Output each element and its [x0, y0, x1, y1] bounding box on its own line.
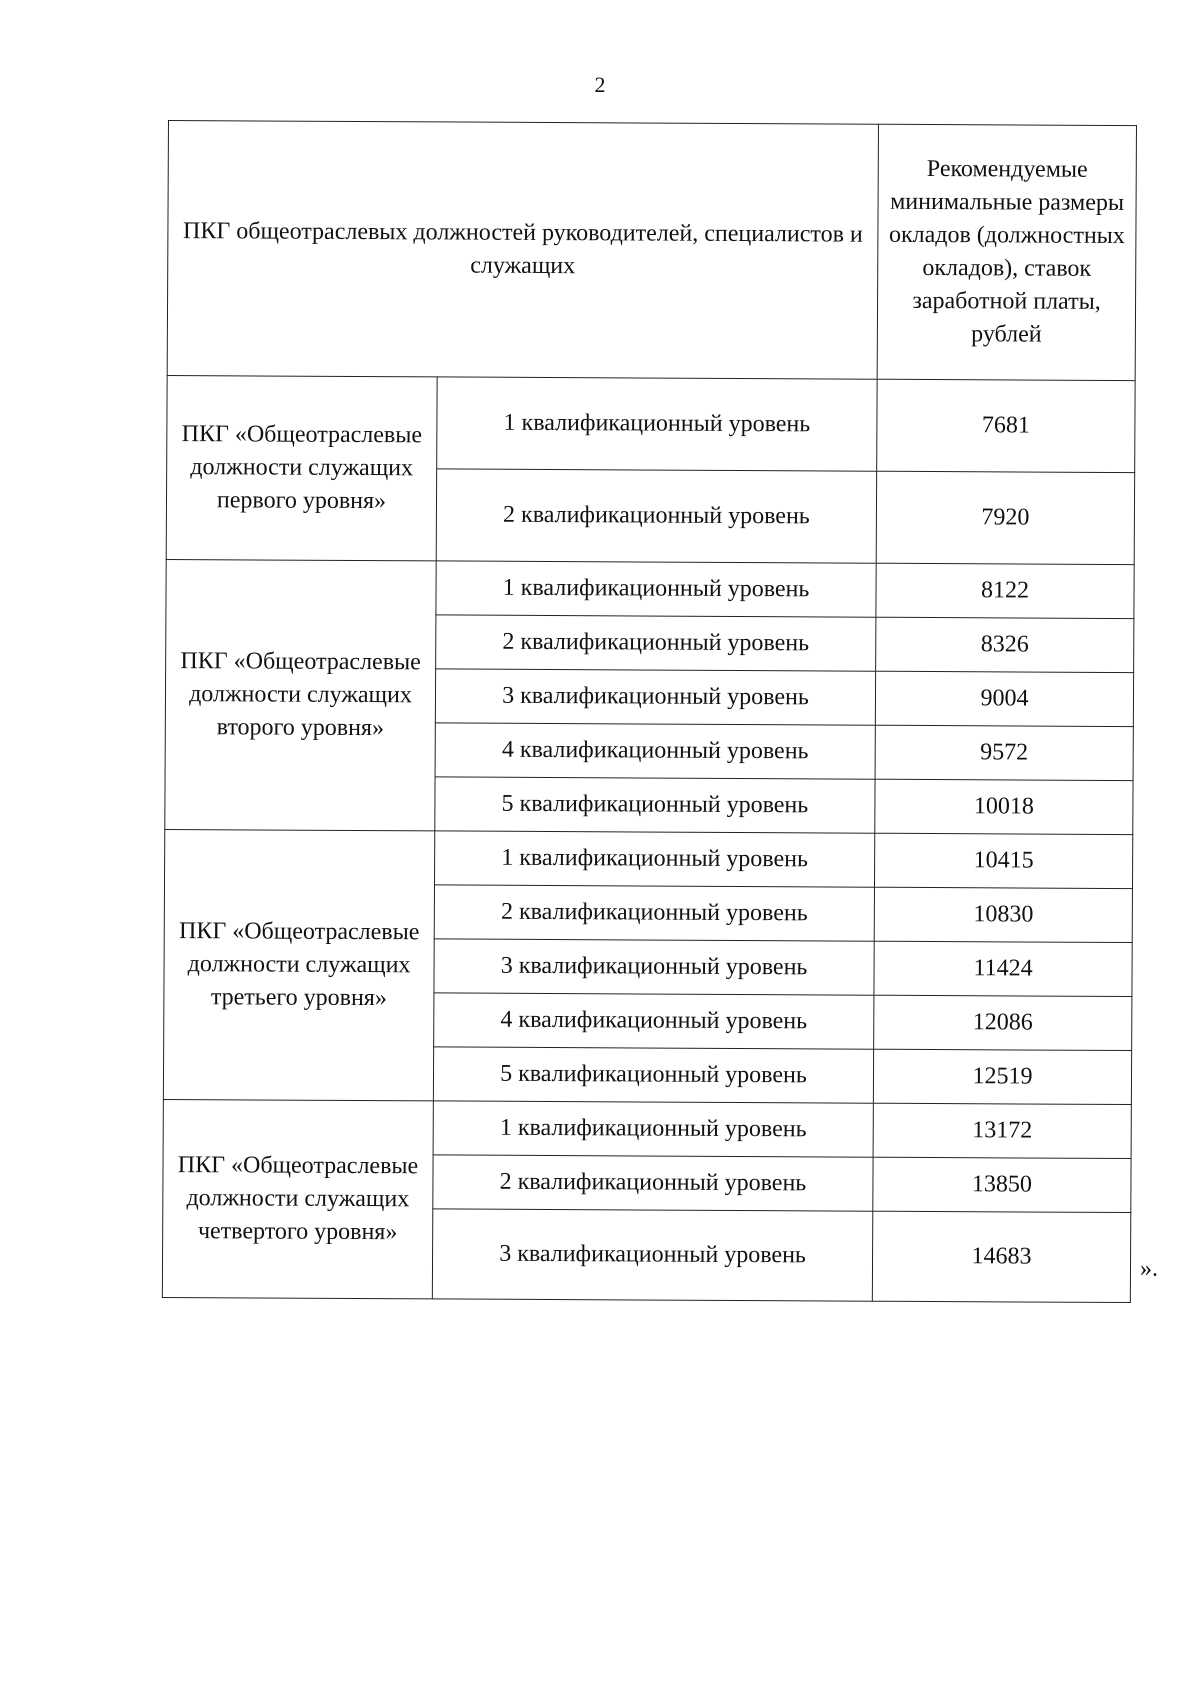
- value-cell: 12519: [873, 1049, 1131, 1104]
- closing-quote-mark: ».: [1140, 1256, 1158, 1282]
- level-cell: 1 квалификационный уровень: [437, 377, 877, 471]
- level-cell: 2 квалификационный уровень: [434, 885, 874, 941]
- value-cell: 10018: [875, 779, 1133, 834]
- value-cell: 13172: [873, 1103, 1131, 1158]
- value-cell: 11424: [874, 941, 1132, 996]
- level-cell: 1 квалификационный уровень: [436, 561, 876, 617]
- header-group-column: ПКГ общеотраслевых должностей руководителей, специалистов и служащих: [167, 121, 878, 380]
- level-cell: 3 квалификационный уровень: [432, 1209, 872, 1301]
- group-name-cell: ПКГ «Общеотраслевые должности служащих первого уровня»: [166, 375, 437, 560]
- level-cell: 3 квалификационный уровень: [434, 939, 874, 995]
- level-cell: 2 квалификационный уровень: [436, 469, 876, 563]
- page-number: 2: [594, 72, 606, 97]
- value-cell: 7681: [877, 379, 1135, 472]
- value-cell: 9004: [875, 671, 1133, 726]
- group-name-cell: ПКГ «Общеотраслевые должности служащих второго уровня»: [165, 559, 436, 830]
- value-cell: 12086: [874, 995, 1132, 1050]
- level-cell: 5 квалификационный уровень: [433, 1047, 873, 1103]
- level-cell: 1 квалификационный уровень: [434, 831, 874, 887]
- level-cell: 2 квалификационный уровень: [433, 1155, 873, 1211]
- table-header-row: [167, 121, 1136, 381]
- table-row: [163, 1099, 1131, 1158]
- level-cell: 4 квалификационный уровень: [435, 723, 875, 779]
- table-row: [165, 829, 1133, 888]
- header-value-column: Рекомендуемые минимальные размеры окладов (должностных окладов), ставок заработной платы, рублей: [877, 124, 1136, 380]
- value-cell: 14683: [872, 1211, 1130, 1302]
- level-cell: 3 квалификационный уровень: [435, 669, 875, 725]
- value-cell: 8122: [876, 563, 1134, 618]
- group-name-cell: ПКГ «Общеотраслевые должности служащих третьего уровня»: [163, 829, 434, 1100]
- salary-table: [162, 120, 1137, 1303]
- table-row: [167, 375, 1135, 472]
- value-cell: 9572: [875, 725, 1133, 780]
- table-row: [166, 559, 1134, 618]
- level-cell: 5 квалификационный уровень: [435, 777, 875, 833]
- level-cell: 2 квалификационный уровень: [436, 615, 876, 671]
- level-cell: 1 квалификационный уровень: [433, 1101, 873, 1157]
- level-cell: 4 квалификационный уровень: [434, 993, 874, 1049]
- group-name-cell: ПКГ «Общеотраслевые должности служащих четвертого уровня»: [162, 1099, 433, 1298]
- value-cell: 7920: [876, 471, 1134, 564]
- value-cell: 10415: [875, 833, 1133, 888]
- value-cell: 8326: [876, 617, 1134, 672]
- value-cell: 13850: [873, 1157, 1131, 1212]
- value-cell: 10830: [874, 887, 1132, 942]
